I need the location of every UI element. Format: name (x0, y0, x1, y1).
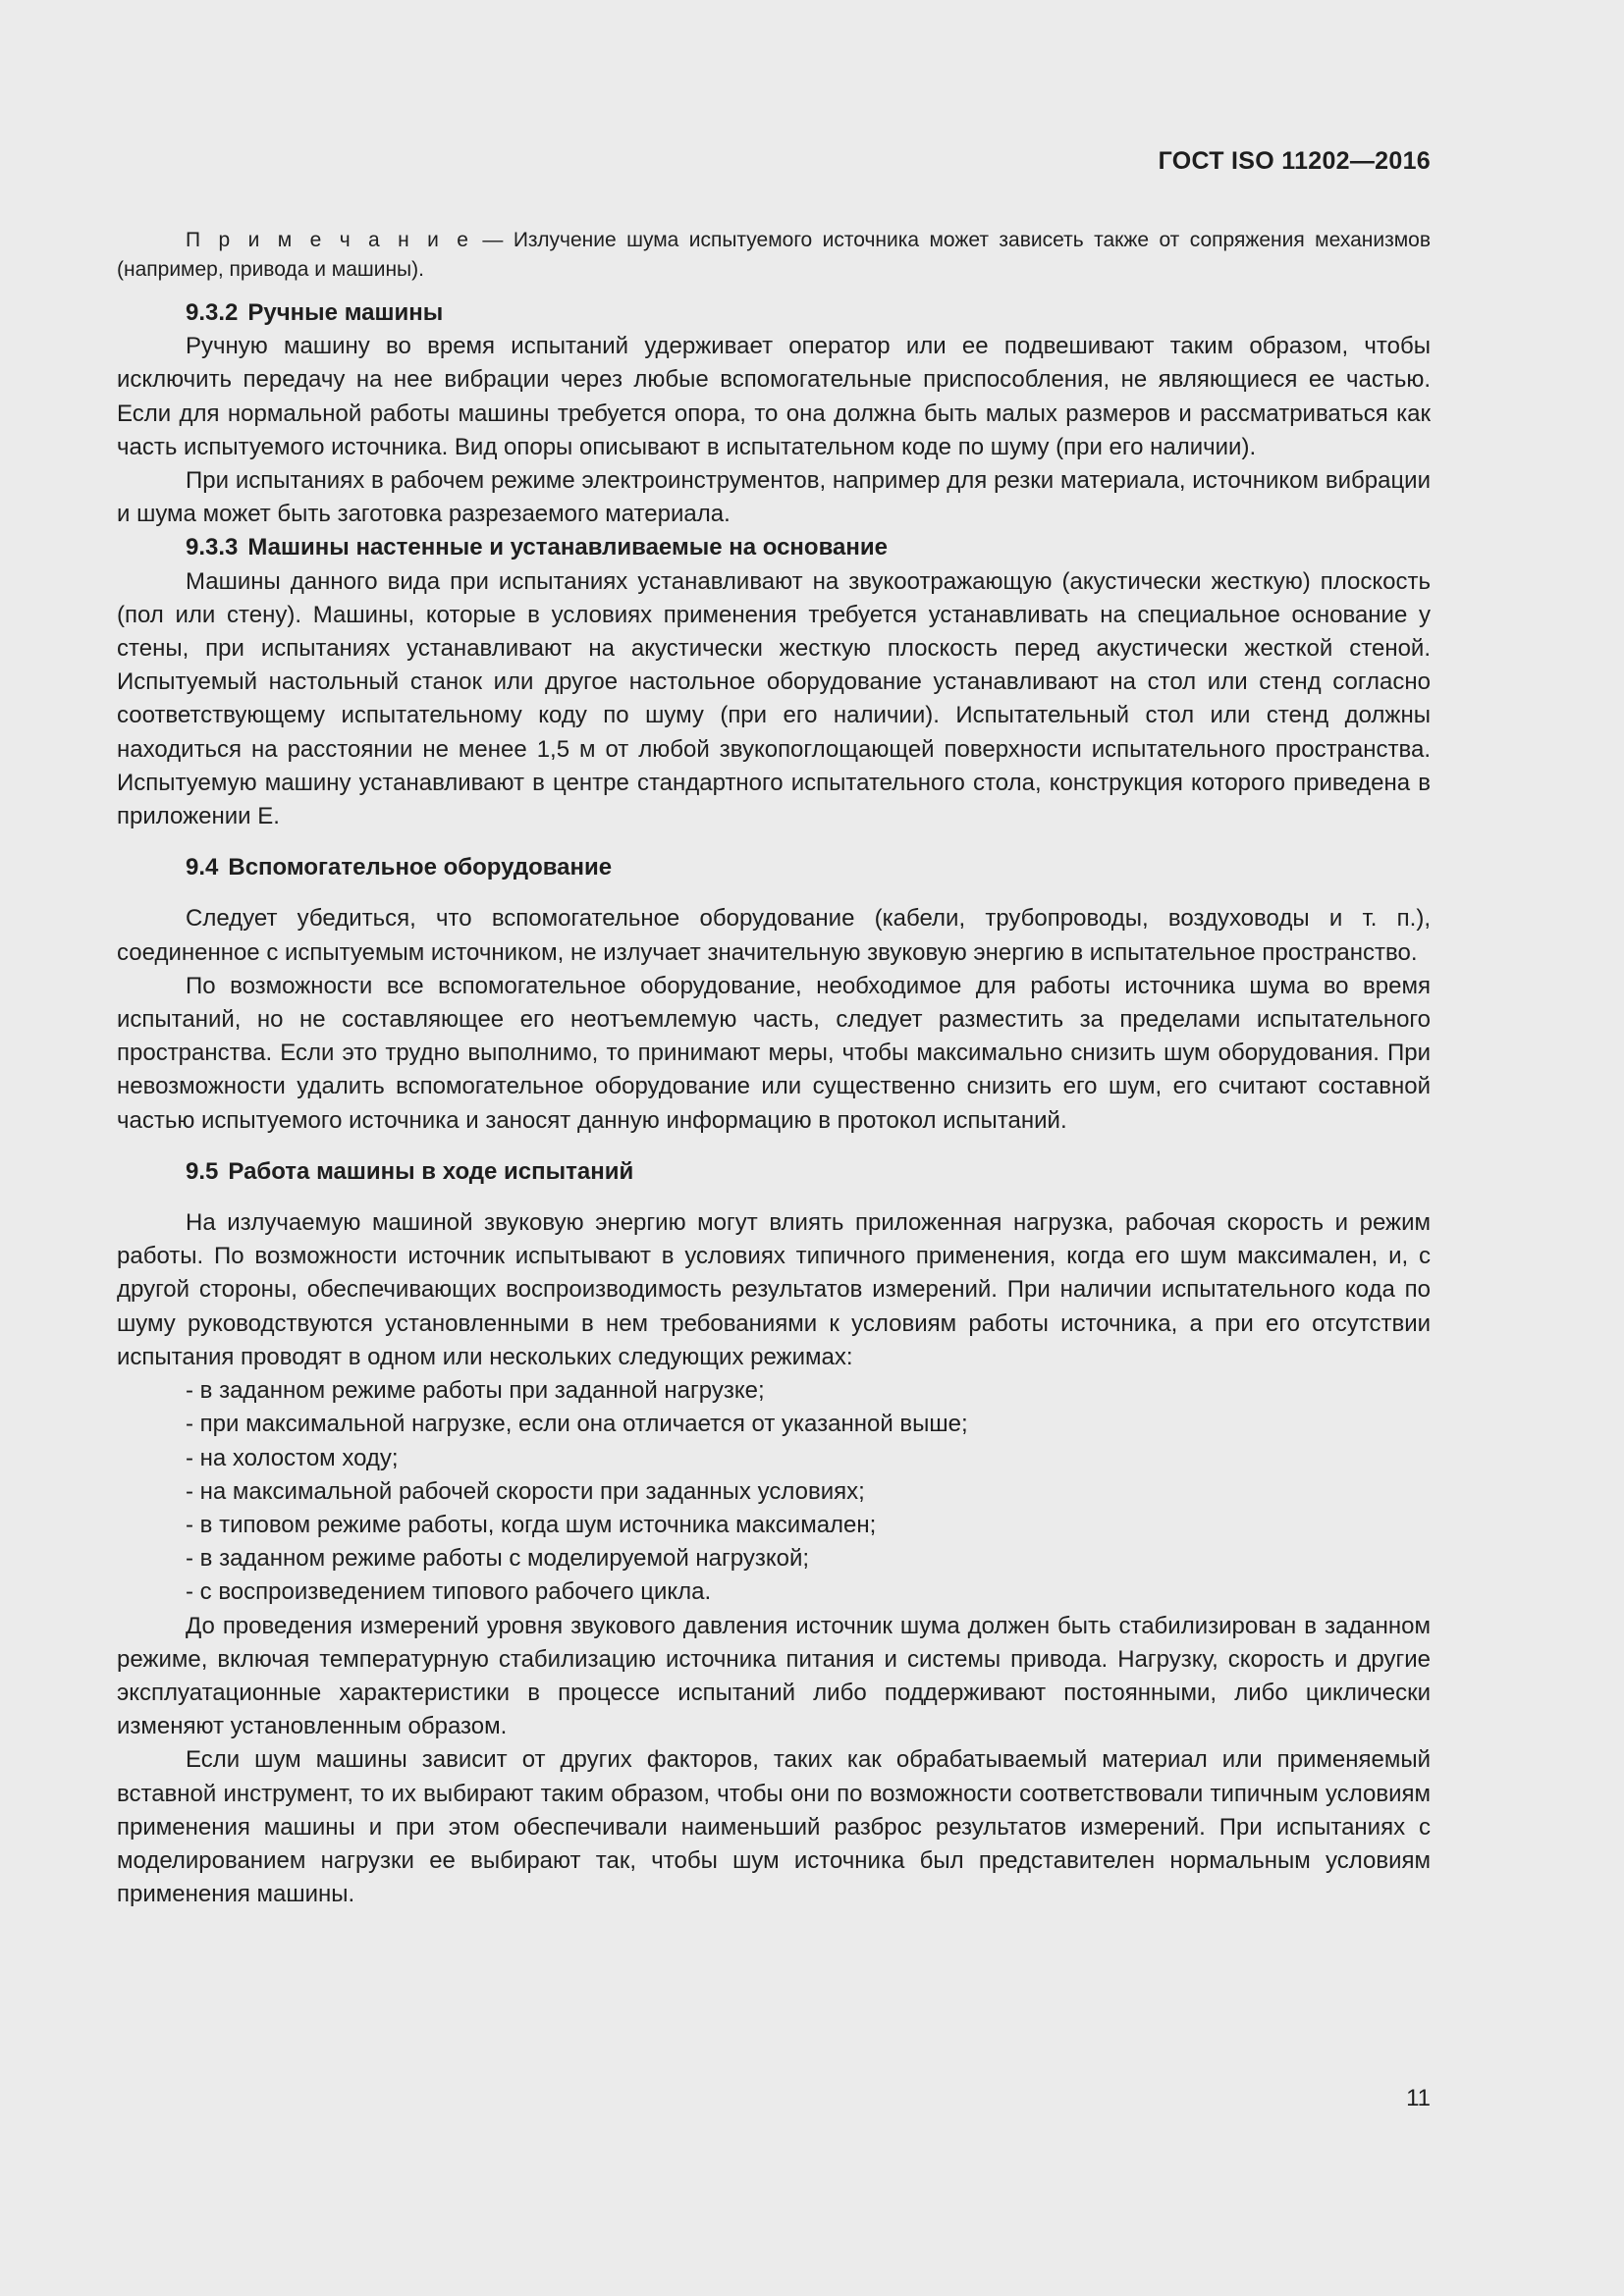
paragraph-9-3-2-1: Ручную машину во время испытаний удерживает оператор или ее подвешивают таким образом, чтобы исключить передачу на нее вибрации через любые вспомогательные приспособления, не являющиеся ее частью. Если для нормальной работы машины требуется опора, то она должна быть малых размеров и рассматриваться как часть испытуемого источника. Вид опоры описывают в испытательном коде по шуму (при его наличии). (117, 333, 1431, 460)
heading-title: Работа машины в ходе испытаний (228, 1157, 634, 1185)
heading-9-4 (117, 851, 1431, 884)
note-label: П р и м е ч а н и е (186, 229, 472, 251)
heading-title: Вспомогательное оборудование (228, 854, 613, 881)
heading-number: 9.5 (186, 1157, 219, 1185)
list-item: - на холостом ходу; (186, 1444, 399, 1471)
list-item: - при максимальной нагрузке, если она отличается от указанной выше; (186, 1411, 968, 1438)
heading-number: 9.4 (186, 854, 219, 881)
paragraph-9-3-2-2: При испытаниях в рабочем режиме электроинструментов, например для резки материала, источником вибрации и шума может быть заготовка разрезаемого материала. (117, 467, 1431, 528)
heading-number: 9.3.2 (186, 299, 239, 326)
list-item: - в заданном режиме работы при заданной нагрузке; (186, 1377, 765, 1405)
list-item: - в заданном режиме работы с моделируемой нагрузкой; (186, 1545, 810, 1573)
document-page (117, 0, 1431, 2296)
list-item: - в типовом режиме работы, когда шум источника максимален; (186, 1511, 877, 1538)
paragraph-9-5-2: До проведения измерений уровня звукового давления источник шума должен быть стабилизирован в заданном режиме, включая температурную стабилизацию источника питания и системы привода. Нагрузку, скорость и другие эксплуатационные характеристики в процессе испытаний либо поддерживают постоянными, либо циклически изменяют установленным образом. (117, 1612, 1431, 1740)
paragraph-9-5-3: Если шум машины зависит от других факторов, таких как обрабатываемый материал или применяемый вставной инструмент, то их выбирают таким образом, чтобы они по возможности соответствовали типичным условиям применения машины и при этом обеспечивали наименьший разброс результатов измерений. При испытаниях с моделированием нагрузки ее выбирают так, чтобы шум источника был представителен нормальным условиям применения машины. (117, 1746, 1431, 1908)
note-text: — Излучение шума испытуемого источника может зависеть также от сопряжения механизмов (например, привода и машины). (117, 229, 1431, 281)
paragraph-9-4-1: Следует убедиться, что вспомогательное оборудование (кабели, трубопроводы, воздуховоды и т. п.), соединенное с испытуемым источником, не излучает значительную звуковую энергию в испытательное пространство. (117, 905, 1431, 966)
page-number: 11 (1406, 2085, 1431, 2111)
paragraph-9-5-1: На излучаемую машиной звуковую энергию могут влиять приложенная нагрузка, рабочая скорость и режим работы. По возможности источник испытывают в условиях типичного применения, когда его шум максимален, и, с другой стороны, обеспечивающих воспроизводимость результатов измерений. При наличии испытательного кода по шуму руководствуются установленными в нем требованиями к условиям работы источника, а при его отсутствии испытания проводят в одном или нескольких следующих режимах: (117, 1209, 1431, 1370)
note-paragraph (117, 226, 1431, 285)
paragraph-9-3-3-1: Машины данного вида при испытаниях устанавливают на звукоотражающую (акустически жесткую) плоскость (пол или стену). Машины, которые в условиях применения требуется устанавливать на специальное основание у стены, при испытаниях устанавливают на акустически жесткую плоскость перед акустически жесткой стеной. Испытуемый настольный станок или другое настольное оборудование устанавливают на стол или стенд согласно соответствующему испытательному коду по шуму (при его наличии). Испытательный стол или стенд должны находиться на расстоянии не менее 1,5 м от любой звукопоглощающей поверхности испытательного пространства. Испытуемую машину устанавливают в центре стандартного испытательного стола, конструкция которого приведена в приложении Е. (117, 567, 1431, 830)
list-item: - с воспроизведением типового рабочего цикла. (186, 1578, 712, 1606)
list-item: - на максимальной рабочей скорости при заданных условиях; (186, 1477, 865, 1505)
heading-title: Машины настенные и устанавливаемые на основание (247, 534, 888, 561)
paragraph-9-4-2: По возможности все вспомогательное оборудование, необходимое для работы источника шума во время испытаний, но не составляющее его неотъемлемую часть, следует разместить за пределами испытательного пространства. Если это трудно выполнимо, то принимают меры, чтобы максимально снизить шум оборудования. При невозможности удалить вспомогательное оборудование или существенно снизить его шум, его считают составной частью испытуемого источника и заносят данную информацию в протокол испытаний. (117, 972, 1431, 1134)
heading-9-3-3 (117, 531, 1431, 564)
operating-modes-list (117, 1374, 1431, 1609)
document-id-header: ГОСТ ISO 11202—2016 (1158, 147, 1431, 175)
heading-title: Ручные машины (247, 299, 444, 326)
document-body (117, 226, 1431, 1911)
heading-9-5 (117, 1155, 1431, 1189)
heading-9-3-2 (117, 296, 1431, 330)
heading-number: 9.3.3 (186, 534, 239, 561)
